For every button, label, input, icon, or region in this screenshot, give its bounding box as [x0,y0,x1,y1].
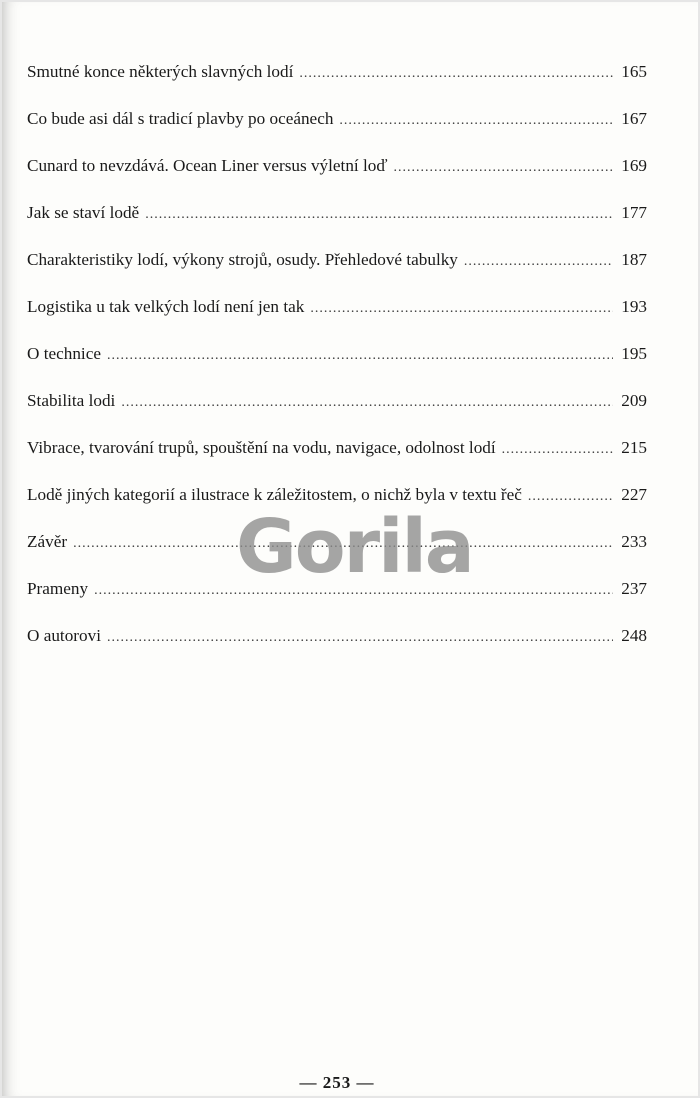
toc-entry-title: Smutné konce některých slavných lodí [27,62,294,81]
toc-entry-title: Závěr [27,532,68,551]
dot-leader [94,579,613,603]
toc-entry [27,577,647,624]
toc-entry [27,248,647,295]
toc-entry-page: 165 [621,62,647,81]
toc-entry-page: 233 [621,532,647,551]
toc-entry-page: 187 [621,250,647,269]
dot-leader [502,438,613,462]
toc-entry-title: O technice [27,344,101,363]
toc-entry-title: Stabilita lodi [27,391,116,410]
toc-entry-title: Cunard to nevzdává. Ocean Liner versus výletní loď [27,156,388,175]
toc-entry-title: Co bude asi dál s tradicí plavby po oceánech [27,109,334,128]
toc-entry-title: Vibrace, tvarování trupů, spouštění na vodu, navigace, odolnost lodí [27,438,496,457]
toc-entry-page: 193 [621,297,647,316]
dot-leader [107,344,613,368]
toc-entry [27,201,647,248]
dot-leader [464,250,613,274]
dot-leader [528,485,613,509]
toc-entry-page: 227 [621,485,647,504]
toc-entry-title: Jak se staví lodě [27,203,140,222]
toc-entry [27,107,647,154]
dot-leader [107,626,613,650]
toc-entry [27,436,647,483]
toc-entry [27,342,647,389]
toc-entry [27,154,647,201]
toc-entry-page: 169 [621,156,647,175]
toc-entry-page: 167 [621,109,647,128]
toc-entry-page: 195 [621,344,647,363]
toc-entry-page: 237 [621,579,647,598]
toc-entry-page: 215 [621,438,647,457]
toc-entry-title: Lodě jiných kategorií a ilustrace k záležitostem, o nichž byla v textu řeč [27,485,522,504]
dot-leader [145,203,613,227]
dot-leader [121,391,613,415]
toc-entry [27,295,647,342]
dot-leader [339,109,613,133]
toc-entry [27,389,647,436]
toc-entry [27,530,647,577]
toc-entry-page: 177 [621,203,647,222]
toc-entry-title: Prameny [27,579,89,598]
toc-entry [27,60,647,107]
dot-leader [299,62,613,86]
toc-entry [27,483,647,530]
dot-leader [310,297,613,321]
toc-entry-page: 248 [621,626,647,645]
table-of-contents [27,60,647,671]
toc-entry [27,624,647,671]
watermark-logo: Gorila [236,504,473,590]
toc-entry-title: O autorovi [27,626,101,645]
toc-entry-title: Charakteristiky lodí, výkony strojů, osudy. Přehledové tabulky [27,250,458,269]
dot-leader [393,156,613,180]
toc-entry-page: 209 [621,391,647,410]
dot-leader [73,532,613,556]
page-number: — 253 — [299,1073,375,1092]
toc-entry-title: Logistika u tak velkých lodí není jen tak [27,297,305,316]
